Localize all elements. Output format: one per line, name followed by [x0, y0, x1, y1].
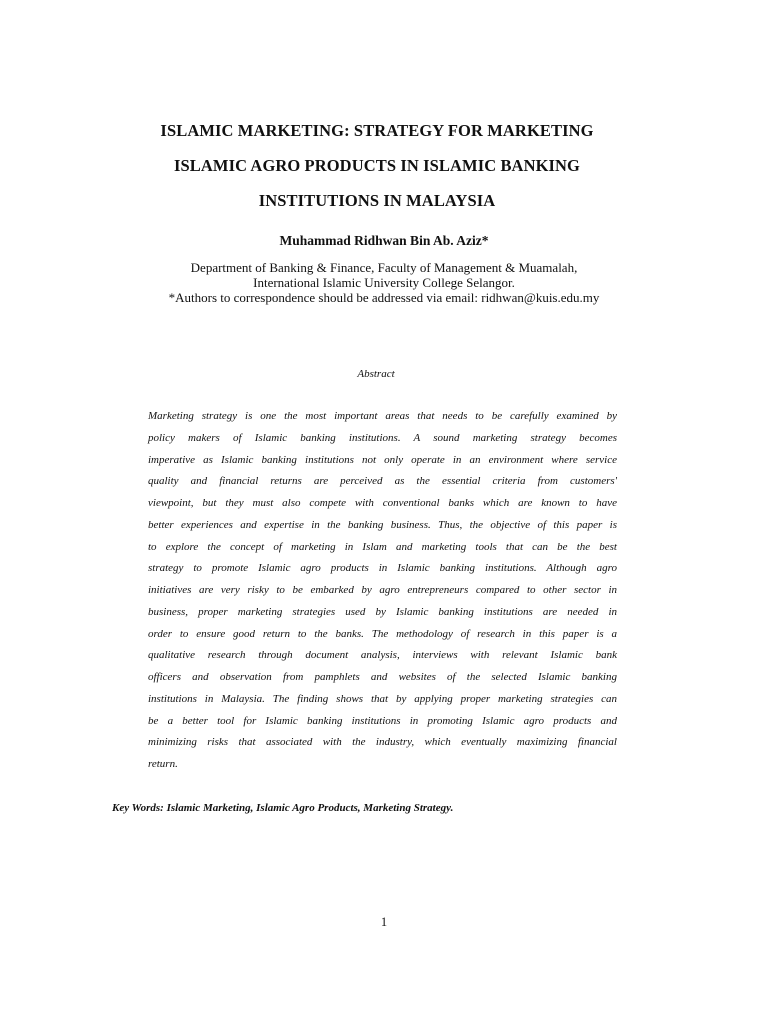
- abstract-body: [148, 406, 617, 776]
- abstract-line: minimizing risks that associated with the industry, which eventually maximizing financial: [148, 736, 617, 749]
- title-line-1: ISLAMIC MARKETING: STRATEGY FOR MARKETING: [160, 121, 594, 140]
- abstract-line: imperative as Islamic banking institutions not only operate in an environment where service: [148, 453, 617, 466]
- abstract-line: institutions in Malaysia. The finding shows that by applying proper marketing strategies can: [148, 692, 617, 705]
- abstract-line: policy makers of Islamic banking institutions. A sound marketing strategy becomes: [148, 431, 617, 444]
- abstract-line: quality and financial returns are perceived as the essential criteria from customers': [148, 475, 617, 488]
- keywords: Key Words: Islamic Marketing, Islamic Agro Products, Marketing Strategy.: [112, 802, 454, 814]
- abstract-line: officers and observation from pamphlets and websites of the selected Islamic banking: [148, 671, 617, 683]
- abstract-line: business, proper marketing strategies used by Islamic banking institutions are needed in: [148, 605, 617, 618]
- abstract-line: strategy to promote Islamic agro products in Islamic banking institutions. Although agro: [148, 562, 617, 575]
- abstract-line: to explore the concept of marketing in Islam and marketing tools that can be the best: [148, 540, 617, 553]
- abstract-line: return.: [148, 758, 178, 770]
- abstract-heading: Abstract: [357, 368, 395, 380]
- abstract-line: qualitative research through document analysis, interviews with relevant Islamic bank: [148, 649, 617, 662]
- abstract-line: initiatives are very risky to be embarked by agro entrepreneurs compared to other sector in: [148, 584, 617, 596]
- affiliation-line-2: International Islamic University College Selangor.: [253, 275, 515, 290]
- abstract-line: better experiences and expertise in the banking business. Thus, the objective of this paper is: [148, 518, 617, 531]
- title-line-2: ISLAMIC AGRO PRODUCTS IN ISLAMIC BANKING: [173, 156, 580, 175]
- abstract-line: be a better tool for Islamic banking institutions in promoting Islamic agro products and: [148, 714, 617, 727]
- abstract-line: order to ensure good return to the banks. The methodology of research in this paper is a: [148, 627, 617, 640]
- correspondence-email-line: *Authors to correspondence should be addressed via email: ridhwan@kuis.edu.my: [168, 290, 600, 305]
- abstract-line: Marketing strategy is one the most important areas that needs to be carefully examined by: [148, 410, 617, 422]
- author-affiliation: [0, 260, 768, 305]
- affiliation-line-1: Department of Banking & Finance, Faculty of Management & Muamalah,: [190, 260, 578, 275]
- paper-title: [110, 113, 644, 218]
- page-number: 1: [380, 915, 388, 929]
- author-name: Muhammad Ridhwan Bin Ab. Aziz*: [279, 233, 489, 248]
- abstract-line: viewpoint, but they must also compete with conventional banks which are known to have: [148, 497, 617, 509]
- title-line-3: INSTITUTIONS IN MALAYSIA: [258, 191, 496, 210]
